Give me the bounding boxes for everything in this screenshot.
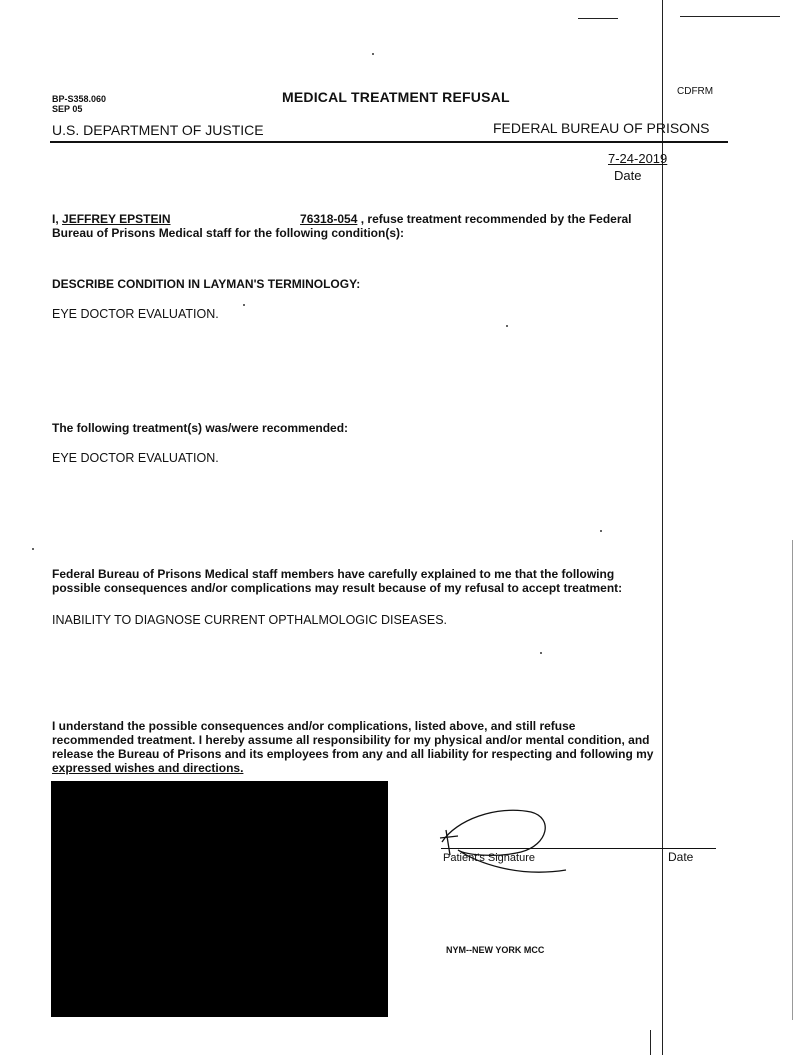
refusal-text: , refuse treatment recommended by the Federal (360, 212, 632, 226)
register-number: 76318-054 (300, 212, 358, 226)
treatment-heading: The following treatment(s) was/were recommended: (52, 421, 349, 435)
scan-speck (506, 325, 508, 327)
refusal-text-line2: Bureau of Prisons Medical staff for the following condition(s): (52, 226, 405, 240)
signature-label: Patient's Signature (443, 852, 535, 864)
form-code (52, 94, 106, 114)
scan-mark (578, 18, 618, 19)
date-value: 7-24-2019 (608, 151, 668, 166)
consequences-value: INABILITY TO DIAGNOSE CURRENT OPTHALMOLOGIC DISEASES. (52, 613, 448, 627)
refusal-statement (52, 212, 632, 226)
header-rule (50, 141, 728, 143)
scan-speck (243, 304, 245, 306)
signature-line (441, 848, 716, 849)
form-type-code: CDFRM (677, 86, 714, 97)
consequences-text-line2: possible consequences and/or complications may result because of my refusal to accept treatment: (52, 581, 623, 595)
patient-name: JEFFREY EPSTEIN (62, 212, 171, 226)
scan-speck (600, 530, 602, 532)
department-name: U.S. DEPARTMENT OF JUSTICE (52, 122, 264, 138)
page-title: MEDICAL TREATMENT REFUSAL (282, 89, 510, 105)
redaction-block (51, 781, 388, 1017)
understand-line1: I understand the possible consequences and/or complications, listed above, and still refuse (52, 719, 576, 733)
scan-fold-line (650, 1030, 651, 1055)
institution-name: NYM--NEW YORK MCC (446, 945, 545, 955)
scan-speck (32, 548, 34, 550)
understand-line3: release the Bureau of Prisons and its employees from any and all liability for respecting and following my (52, 747, 654, 761)
signature-date-label: Date (668, 850, 694, 864)
form-number: BP-S358.060 (52, 94, 107, 104)
treatment-value: EYE DOCTOR EVALUATION. (52, 451, 219, 465)
scan-speck (540, 652, 542, 654)
refusal-prefix: I, (52, 212, 59, 226)
understand-line4: expressed wishes and directions. (52, 761, 244, 775)
consequences-text-line1: Federal Bureau of Prisons Medical staff members have carefully explained to me that the following (52, 567, 615, 581)
form-revision: SEP 05 (52, 104, 83, 114)
scan-mark (680, 16, 780, 17)
scan-edge (792, 540, 793, 1020)
condition-value: EYE DOCTOR EVALUATION. (52, 307, 219, 321)
patient-signature-mark (436, 800, 576, 880)
understand-line2: recommended treatment. I hereby assume all responsibility for my physical and/or mental condition, and (52, 733, 650, 747)
date-label: Date (614, 168, 642, 183)
bureau-name: FEDERAL BUREAU OF PRISONS (493, 120, 710, 136)
scan-speck (372, 53, 374, 55)
condition-heading: DESCRIBE CONDITION IN LAYMAN'S TERMINOLOGY: (52, 277, 361, 291)
